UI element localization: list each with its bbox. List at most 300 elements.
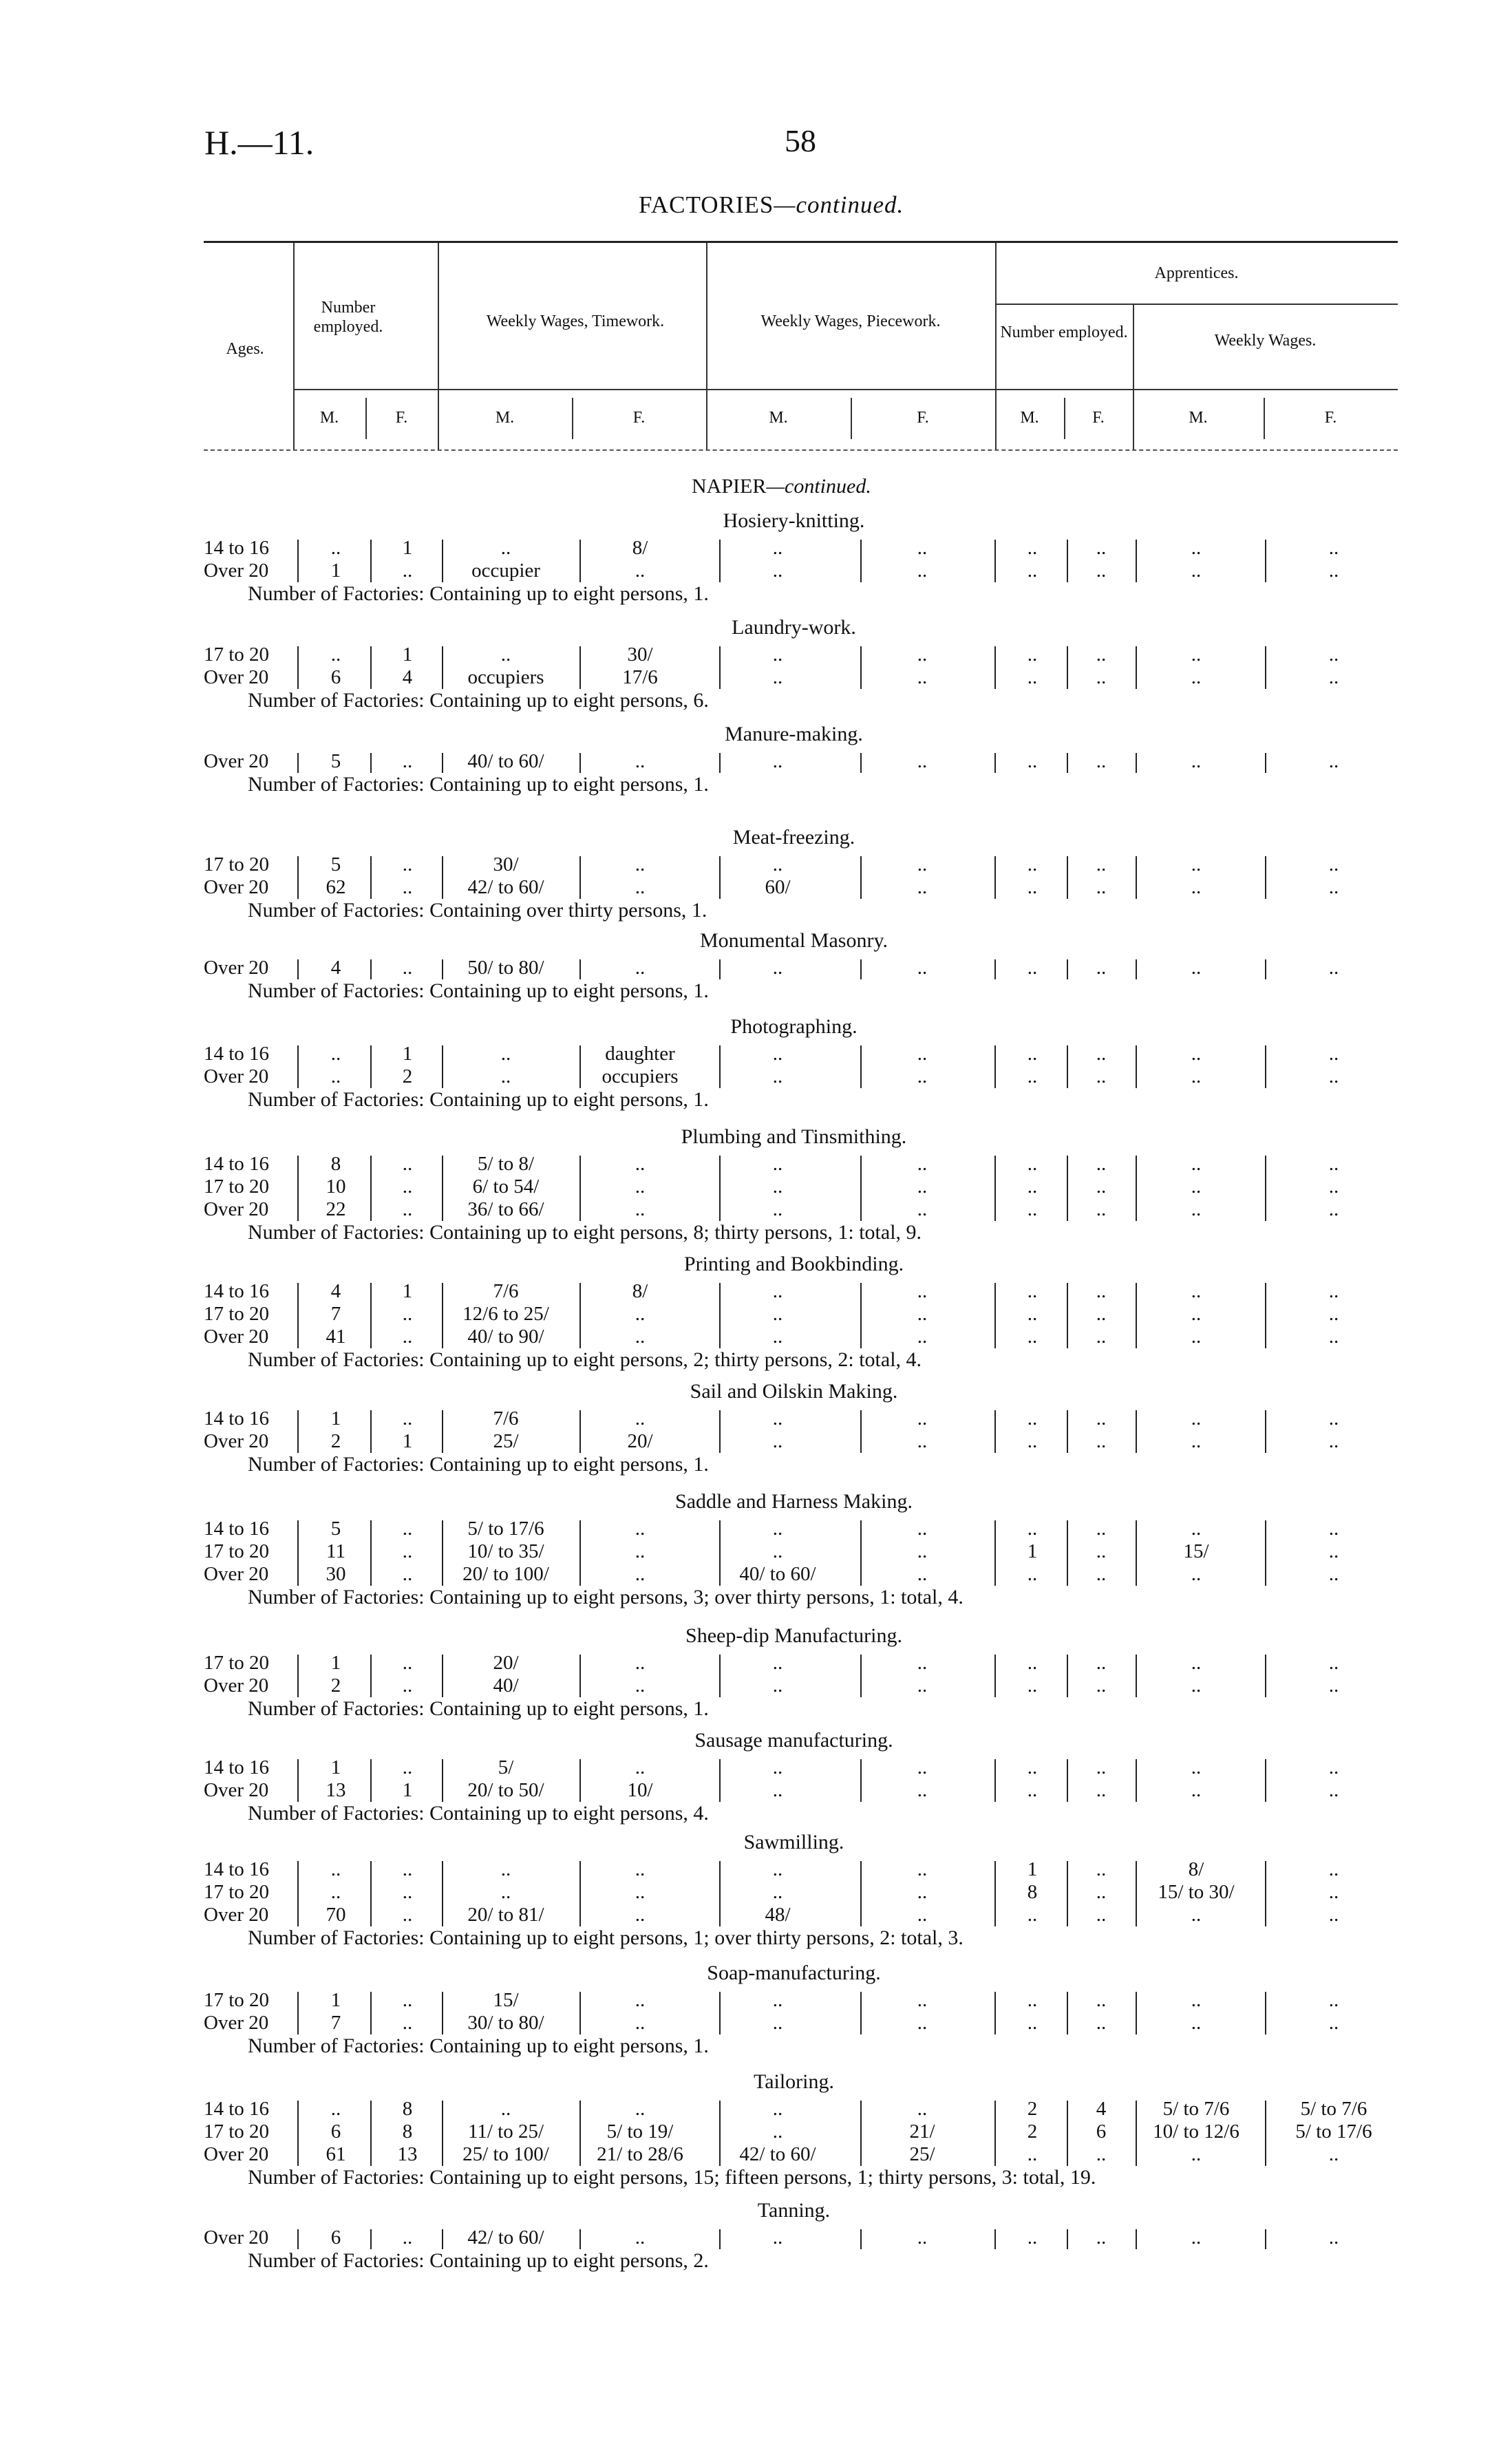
table-cell: .. (1096, 1407, 1107, 1430)
table-cell: 5/ to 19/ (606, 2121, 674, 2143)
table-cell: 1 (402, 1280, 413, 1302)
age-cell: 14 to 16 (204, 1153, 270, 1175)
sub-m: M. (495, 409, 515, 427)
table-cell: 4 (402, 666, 413, 688)
column-rule (719, 856, 721, 899)
table-cell: .. (1191, 2143, 1202, 2165)
table-cell: .. (500, 537, 511, 559)
table-cell: .. (1027, 644, 1038, 666)
column-rule (297, 2101, 299, 2166)
table-cell: .. (1027, 1563, 1038, 1585)
table-cell: .. (402, 560, 413, 582)
table-cell: .. (1096, 876, 1107, 898)
column-rule (1136, 1520, 1137, 1586)
column-rule (1067, 753, 1068, 773)
table-cell: .. (1328, 1881, 1339, 1903)
table-cell: .. (635, 1756, 646, 1778)
column-rule (297, 1410, 299, 1453)
column-rule (370, 753, 372, 773)
table-cell: 2 (330, 1675, 341, 1697)
column-rule (860, 753, 862, 773)
table-cell: .. (1191, 666, 1202, 688)
table-cell: .. (917, 1989, 928, 2011)
table-cell: .. (330, 644, 341, 666)
table-cell: .. (1096, 1756, 1107, 1778)
age-cell: 14 to 16 (204, 1407, 270, 1430)
column-rule (579, 1045, 581, 1088)
column-rule (297, 1655, 299, 1697)
age-cell: 14 to 16 (204, 1858, 270, 1880)
table-cell: 25/ (493, 1430, 519, 1452)
table-cell: 41 (326, 1326, 346, 1348)
column-rule (297, 1992, 299, 2034)
section-title: Soap-manufacturing. (707, 1962, 881, 1984)
column-rule (370, 646, 372, 689)
column-rule (297, 1759, 299, 1802)
table-cell: .. (1328, 1563, 1339, 1585)
table-cell: .. (330, 1065, 341, 1087)
column-rule (994, 856, 996, 899)
column-rule (719, 1410, 721, 1453)
column-rule (719, 1283, 721, 1348)
table-cell: .. (917, 1675, 928, 1697)
table-cell: 40/ to 60/ (739, 1563, 816, 1585)
table-cell: .. (1096, 1065, 1107, 1087)
table-cell: .. (772, 1326, 783, 1348)
report-code: H.—11. (204, 123, 315, 162)
table-cell: 5/ to 8/ (477, 1153, 535, 1175)
table-cell: 42/ to 60/ (739, 2143, 816, 2165)
column-rule (442, 1045, 443, 1088)
table-cell: .. (635, 560, 646, 582)
table-cell: .. (635, 1303, 646, 1325)
age-cell: Over 20 (204, 1675, 269, 1697)
table-cell: 1 (402, 537, 413, 559)
column-rule (579, 2229, 581, 2249)
table-cell: .. (1096, 2143, 1107, 2165)
column-rule (1136, 959, 1137, 979)
column-rule (579, 1759, 581, 1802)
table-cell: .. (635, 957, 646, 979)
table-cell: .. (772, 2226, 783, 2249)
table-cell: .. (1096, 1518, 1107, 1540)
table-cell: .. (772, 537, 783, 559)
column-rule (442, 1283, 443, 1348)
column-rule (719, 646, 721, 689)
col-apprentices-number: Number employed. (1000, 323, 1128, 341)
table-cell: .. (1027, 1675, 1038, 1697)
table-cell: 1 (402, 1779, 413, 1801)
table-cell: 62 (326, 876, 346, 898)
column-rule (370, 540, 372, 582)
column-rule (297, 1283, 299, 1348)
column-rule (860, 1283, 862, 1348)
table-cell: .. (402, 1198, 413, 1220)
column-rule (994, 1759, 996, 1802)
column-rule (370, 2229, 372, 2249)
table-cell: .. (402, 1326, 413, 1348)
column-rule (1136, 1283, 1137, 1348)
column-rule (719, 2101, 721, 2166)
table-cell: .. (1191, 644, 1202, 666)
table-cell: .. (635, 2098, 646, 2120)
table-cell: .. (1328, 876, 1339, 898)
table-cell: 20/ (627, 1430, 653, 1452)
sub-m: M. (1189, 409, 1208, 427)
column-rule (994, 1410, 996, 1453)
factories-note: Number of Factories: Containing up to eight persons, 1. (248, 1088, 709, 1111)
table-cell: 1 (330, 560, 341, 582)
column-rule (442, 1655, 443, 1697)
table-cell: 6 (1096, 2121, 1107, 2143)
table-cell: .. (1328, 1518, 1339, 1540)
table-cell: .. (635, 1989, 646, 2011)
column-rule (1067, 540, 1068, 582)
column-rule (1265, 1520, 1266, 1586)
table-cell: .. (402, 876, 413, 898)
age-cell: Over 20 (204, 560, 269, 582)
column-rule (719, 2229, 721, 2249)
table-cell: 2 (1027, 2121, 1038, 2143)
table-cell: .. (1027, 1779, 1038, 1801)
table-cell: .. (772, 2012, 783, 2034)
column-rule (860, 1410, 862, 1453)
table-cell: .. (1191, 1779, 1202, 1801)
table-cell: 1 (402, 1430, 413, 1452)
age-cell: Over 20 (204, 1326, 269, 1348)
column-rule (370, 1759, 372, 1802)
column-rule (579, 856, 581, 899)
table-cell: 6/ to 54/ (472, 1176, 540, 1198)
table-cell: 13 (326, 1779, 346, 1801)
table-cell: 1 (402, 644, 413, 666)
table-cell: .. (1027, 1518, 1038, 1540)
table-cell: .. (917, 853, 928, 875)
table-cell: .. (917, 560, 928, 582)
table-cell: .. (917, 1176, 928, 1198)
table-cell: 30/ (627, 644, 653, 666)
table-cell: 4 (1096, 2098, 1107, 2120)
table-cell: .. (1328, 1280, 1339, 1302)
factories-note: Number of Factories: Containing over thirty persons, 1. (248, 899, 707, 922)
column-rule (1067, 1992, 1068, 2034)
table-cell: .. (917, 2098, 928, 2120)
table-cell: .. (1096, 1563, 1107, 1585)
table-cell: .. (1027, 560, 1038, 582)
table-cell: .. (500, 1881, 511, 1903)
column-rule (442, 856, 443, 899)
table-cell: 13 (397, 2143, 418, 2165)
table-cell: .. (1027, 1904, 1038, 1926)
table-cell: .. (772, 1280, 783, 1302)
column-rule (442, 2229, 443, 2249)
age-cell: Over 20 (204, 957, 269, 979)
table-cell: .. (330, 1858, 341, 1880)
table-cell: .. (1096, 1430, 1107, 1452)
table-cell: .. (500, 644, 511, 666)
table-cell: 6 (330, 666, 341, 688)
sub-m: M. (319, 409, 339, 427)
column-rule (579, 1861, 581, 1926)
table-cell: .. (635, 1176, 646, 1198)
column-rule (579, 1992, 581, 2034)
sub-m: M. (769, 409, 788, 427)
table-cell: 7/6 (493, 1407, 519, 1430)
factories-note: Number of Factories: Containing up to eight persons, 6. (248, 689, 709, 712)
table-cell: .. (402, 1563, 413, 1585)
table-cell: .. (917, 1563, 928, 1585)
table-cell: occupiers (467, 666, 544, 688)
age-cell: Over 20 (204, 1904, 269, 1926)
table-cell: .. (772, 1407, 783, 1430)
table-cell: .. (1328, 1858, 1339, 1880)
table-cell: 10/ to 35/ (467, 1540, 544, 1562)
factories-note: Number of Factories: Containing up to eight persons, 1. (248, 1453, 709, 1476)
column-rule (1265, 1759, 1266, 1802)
table-cell: 1 (1027, 1540, 1038, 1562)
column-rule (370, 1520, 372, 1586)
age-cell: 17 to 20 (204, 1989, 270, 2011)
section-title: Manure-making. (725, 723, 863, 745)
section-title: Tailoring. (753, 2070, 835, 2093)
table-cell: .. (917, 1198, 928, 1220)
factories-note: Number of Factories: Containing up to eight persons, 1. (248, 1697, 709, 1720)
column-rule (719, 1045, 721, 1088)
table-cell: .. (402, 1407, 413, 1430)
table-cell: .. (1191, 1176, 1202, 1198)
column-rule (719, 959, 721, 979)
column-rule (442, 1992, 443, 2034)
table-cell: 1 (330, 1407, 341, 1430)
table-cell: .. (1096, 2226, 1107, 2249)
table-cell: .. (917, 1881, 928, 1903)
table-cell: 7 (330, 1303, 341, 1325)
column-rule (1136, 1655, 1137, 1697)
table-cell: .. (1027, 1198, 1038, 1220)
column-rule (370, 1861, 372, 1926)
table-cell: .. (917, 1303, 928, 1325)
table-cell: .. (1328, 1043, 1339, 1065)
column-rule (1136, 856, 1137, 899)
column-rule (1136, 1045, 1137, 1088)
column-rule (1265, 540, 1266, 582)
table-cell: .. (330, 1881, 341, 1903)
column-rule (370, 1156, 372, 1221)
column-rule (719, 1520, 721, 1586)
table-cell: 40/ (493, 1675, 519, 1697)
table-cell: .. (402, 2226, 413, 2249)
table-cell: .. (402, 1904, 413, 1926)
table-cell: .. (1191, 1065, 1202, 1087)
table-cell: .. (1328, 1326, 1339, 1348)
table-cell: .. (772, 1652, 783, 1674)
factories-note: Number of Factories: Containing up to eight persons, 4. (248, 1802, 709, 1825)
table-cell: .. (1027, 2012, 1038, 2034)
column-rule (442, 753, 443, 773)
column-rule (370, 2101, 372, 2166)
age-cell: 17 to 20 (204, 2121, 270, 2143)
table-cell: 12/6 to 25/ (462, 1303, 549, 1325)
sub-f: F. (1092, 409, 1105, 427)
table-cell: .. (402, 1540, 413, 1562)
column-rule (860, 1655, 862, 1697)
col-apprentices: Apprentices. (1154, 264, 1239, 282)
table-cell: .. (1027, 2143, 1038, 2165)
age-cell: 14 to 16 (204, 1043, 270, 1065)
table-cell: 21/ to 28/6 (597, 2143, 683, 2165)
column-rule (370, 959, 372, 979)
column-rule (579, 753, 581, 773)
table-cell: .. (1096, 1153, 1107, 1175)
table-cell: 30/ (493, 853, 519, 875)
column-rule (1067, 1410, 1068, 1453)
column-rule (1067, 1045, 1068, 1088)
table-cell: .. (917, 1430, 928, 1452)
column-rule (370, 1992, 372, 2034)
table-cell: 42/ to 60/ (467, 2226, 544, 2249)
age-cell: 17 to 20 (204, 1540, 270, 1562)
column-rule (579, 2101, 581, 2166)
table-cell: .. (917, 1518, 928, 1540)
table-cell: .. (772, 2121, 783, 2143)
section-title: Printing and Bookbinding. (683, 1253, 904, 1275)
factories-note: Number of Factories: Containing up to eight persons, 1. (248, 582, 709, 605)
table-cell: .. (1027, 1430, 1038, 1452)
factories-note: Number of Factories: Containing up to eight persons, 2; thirty persons, 2: total, 4. (248, 1348, 922, 1371)
column-rule (579, 1156, 581, 1221)
column-rule (1265, 1861, 1266, 1926)
table-cell: 48/ (765, 1904, 791, 1926)
age-cell: 14 to 16 (204, 1518, 270, 1540)
table-cell: .. (1027, 1065, 1038, 1087)
table-cell: 40/ to 90/ (467, 1326, 544, 1348)
section-title: Sawmilling. (743, 1831, 844, 1853)
table-cell: 5/ to 7/6 (1300, 2098, 1367, 2120)
table-cell: .. (1027, 1756, 1038, 1778)
table-cell: .. (635, 1881, 646, 1903)
table-cell: .. (917, 750, 928, 772)
column-rule (1265, 646, 1266, 689)
column-rule (442, 1520, 443, 1586)
table-cell: .. (500, 1043, 511, 1065)
table-cell: .. (917, 2226, 928, 2249)
table-cell: 20/ to 100/ (462, 1563, 549, 1585)
table-cell: .. (1096, 1043, 1107, 1065)
table-cell: .. (402, 750, 413, 772)
table-cell: .. (635, 1326, 646, 1348)
table-cell: 4 (330, 1280, 341, 1302)
table-cell: .. (917, 1153, 928, 1175)
table-cell: .. (1191, 560, 1202, 582)
column-rule (297, 959, 299, 979)
table-cell: .. (772, 1675, 783, 1697)
column-rule (1067, 1759, 1068, 1802)
table-cell: 5/ to 7/6 (1162, 2098, 1230, 2120)
table-cell: 8/ (1188, 1858, 1204, 1880)
table-cell: .. (1027, 2226, 1038, 2249)
column-rule (442, 1861, 443, 1926)
column-rule (994, 2101, 996, 2166)
section-title: Photographing. (730, 1015, 858, 1038)
factories-note: Number of Factories: Containing up to eight persons, 8; thirty persons, 1: total, 9. (248, 1221, 922, 1244)
column-rule (579, 1283, 581, 1348)
column-rule (1067, 2229, 1068, 2249)
column-rule (1136, 540, 1137, 582)
column-rule (370, 1655, 372, 1697)
column-rule (1136, 2101, 1137, 2166)
table-cell: .. (917, 1858, 928, 1880)
table-cell: .. (1096, 1779, 1107, 1801)
table-cell: .. (1191, 1756, 1202, 1778)
table-cell: .. (402, 2012, 413, 2034)
table-cell: 6 (330, 2226, 341, 2249)
table-cell: .. (402, 1176, 413, 1198)
col-weekly-wages-timework: Weekly Wages, Timework. (486, 312, 665, 330)
column-rule (579, 540, 581, 582)
table-cell: .. (635, 1858, 646, 1880)
table-cell: .. (917, 1065, 928, 1087)
table-cell: .. (1191, 876, 1202, 898)
table-cell: .. (1191, 1280, 1202, 1302)
column-rule (370, 1283, 372, 1348)
table-cell: 1 (402, 1043, 413, 1065)
column-rule (994, 1655, 996, 1697)
section-title: Meat-freezing. (732, 826, 855, 849)
factories-note: Number of Factories: Containing up to eight persons, 1; over thirty persons, 2: total, 3. (248, 1926, 963, 1949)
table-cell: .. (1328, 560, 1339, 582)
table-cell: .. (1191, 1904, 1202, 1926)
table-cell: .. (330, 2098, 341, 2120)
table-cell: 20/ to 50/ (467, 1779, 544, 1801)
factories-note: Number of Factories: Containing up to eight persons, 15; fifteen persons, 1; thirty persons, 3: total, 19. (248, 2166, 1096, 2189)
table-cell: .. (402, 1858, 413, 1880)
table-cell: 70 (326, 1904, 346, 1926)
table-cell: 17/6 (622, 666, 658, 688)
column-rule (860, 856, 862, 899)
table-cell: .. (1191, 957, 1202, 979)
age-cell: Over 20 (204, 666, 269, 688)
column-rule (994, 1045, 996, 1088)
table-cell: .. (1096, 1904, 1107, 1926)
table-cell: .. (1191, 750, 1202, 772)
table-cell: .. (917, 1756, 928, 1778)
table-cell: 60/ (765, 876, 791, 898)
table-cell: 8/ (632, 1280, 648, 1302)
table-cell: .. (917, 666, 928, 688)
table-cell: 21/ (909, 2121, 935, 2143)
table-cell: .. (1191, 1303, 1202, 1325)
table-cell: 50/ to 80/ (467, 957, 544, 979)
table-cell: .. (772, 666, 783, 688)
table-cell: .. (1027, 1153, 1038, 1175)
factories-note: Number of Factories: Containing up to eight persons, 3; over thirty persons, 1: total, 4. (248, 1586, 963, 1608)
section-title: Sail and Oilskin Making. (690, 1380, 898, 1403)
district-name: NAPIER (692, 475, 767, 498)
column-rule (1067, 646, 1068, 689)
column-rule (1265, 1283, 1266, 1348)
table-cell: .. (402, 1756, 413, 1778)
column-rule (860, 646, 862, 689)
table-cell: .. (1027, 1280, 1038, 1302)
age-cell: Over 20 (204, 750, 269, 772)
table-cell: .. (1328, 2143, 1339, 2165)
table-cell: .. (1027, 853, 1038, 875)
section-title: Plumbing and Tinsmithing. (681, 1125, 907, 1148)
table-cell: daughter (605, 1043, 675, 1065)
table-cell: .. (1191, 537, 1202, 559)
table-cell: .. (1096, 666, 1107, 688)
section-title: Tanning. (757, 2199, 831, 2222)
